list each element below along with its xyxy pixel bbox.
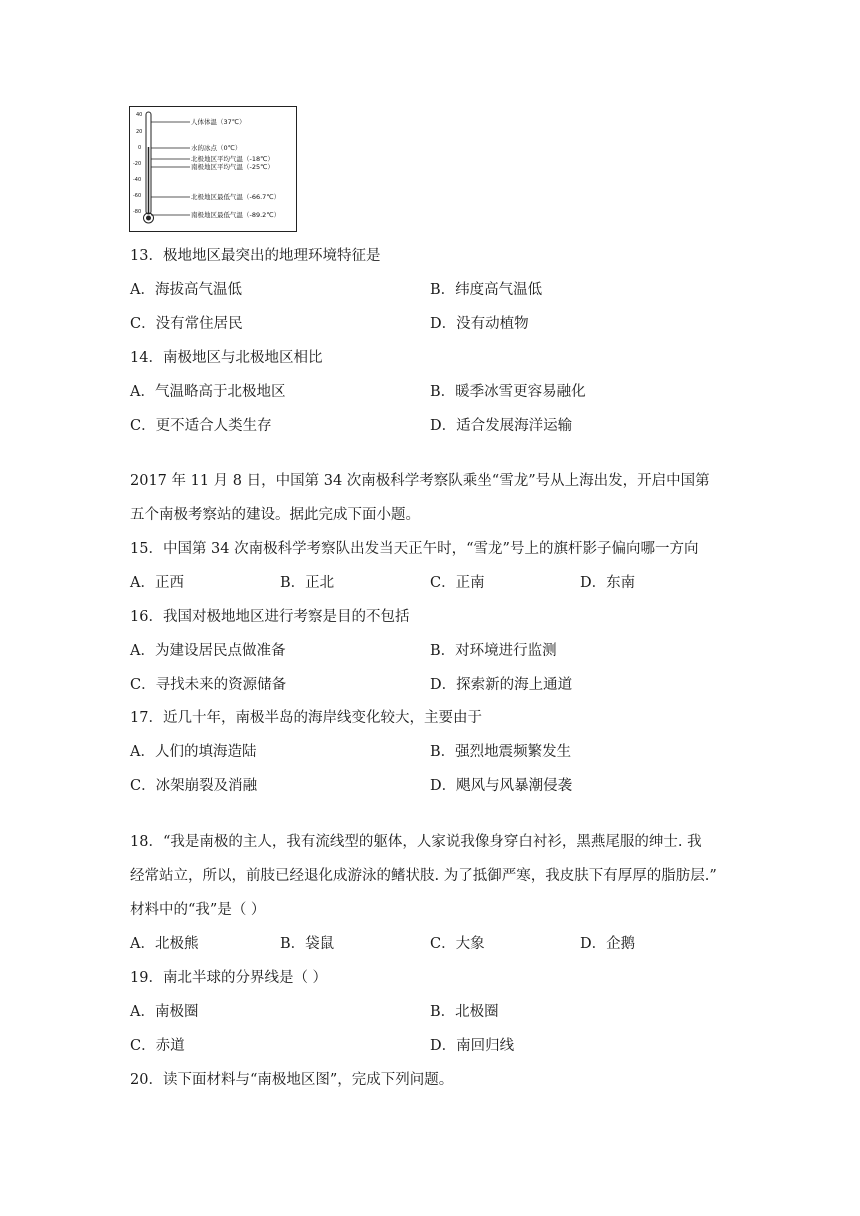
label-antarctic-avg: 南极地区平均气温（-25℃） bbox=[191, 163, 274, 171]
q14-option-d[interactable]: D．适合发展海洋运输 bbox=[430, 418, 573, 434]
q14-option-b[interactable]: B．暖季冰雪更容易融化 bbox=[430, 384, 586, 400]
q13-option-c[interactable]: C．没有常住居民 bbox=[130, 316, 243, 332]
question-20-stem: 20．读下面材料与“南极地区图”，完成下列问题。 bbox=[130, 1072, 454, 1088]
label-arctic-avg: 北极地区平均气温（-18℃） bbox=[191, 155, 274, 163]
tick-label: 0 bbox=[138, 145, 142, 151]
q14-option-a[interactable]: A．气温略高于北极地区 bbox=[130, 384, 286, 400]
question-17-stem: 17．近几十年，南极半岛的海岸线变化较大，主要由于 bbox=[130, 710, 482, 726]
tick-label: 40 bbox=[136, 112, 143, 118]
label-freezing-point: 水的冰点（0℃） bbox=[191, 144, 242, 152]
q16-option-a[interactable]: A．为建设居民点做准备 bbox=[130, 643, 286, 659]
q17-option-b[interactable]: B．强烈地震频繁发生 bbox=[430, 744, 572, 760]
q16-option-c[interactable]: C．寻找未来的资源储备 bbox=[130, 677, 287, 693]
passage-line-1: 2017 年 11 月 8 日，中国第 34 次南极科学考察队乘坐“雪龙”号从上海出发，开启中国第 bbox=[130, 473, 710, 489]
question-13-stem: 13．极地地区最突出的地理环境特征是 bbox=[130, 248, 381, 264]
tick-label: 20 bbox=[136, 129, 143, 135]
tick-label: -80 bbox=[133, 209, 142, 215]
q19-option-a[interactable]: A．南极圈 bbox=[130, 1004, 199, 1020]
q17-option-d[interactable]: D．飓风与风暴潮侵袭 bbox=[430, 778, 573, 794]
q15-option-a[interactable]: A．正西 bbox=[130, 575, 184, 591]
question-16-stem: 16．我国对极地地区进行考察是目的不包括 bbox=[130, 609, 410, 625]
question-18-stem-line-1: 18．“我是南极的主人，我有流线型的躯体，人家说我像身穿白衬衫，黑燕尾服的绅士. 我 bbox=[130, 834, 702, 850]
question-15-stem: 15．中国第 34 次南极科学考察队出发当天正午时，“雪龙”号上的旗杆影子偏向哪一方向 bbox=[130, 541, 699, 557]
q15-option-d[interactable]: D．东南 bbox=[580, 575, 636, 591]
tick-label: -40 bbox=[133, 177, 142, 183]
q18-option-c[interactable]: C．大象 bbox=[430, 936, 485, 952]
label-body-temp: 人体体温（37℃） bbox=[191, 118, 246, 126]
question-18-stem-line-3: 材料中的“我”是（ ） bbox=[130, 902, 266, 918]
question-18-stem-line-2: 经常站立，所以，前肢已经退化成游泳的鳍状肢. 为了抵御严寒，我皮肤下有厚厚的脂肪层.” bbox=[130, 868, 717, 884]
q19-option-c[interactable]: C．赤道 bbox=[130, 1038, 185, 1054]
question-14-stem: 14．南极地区与北极地区相比 bbox=[130, 350, 323, 366]
question-19-stem: 19．南北半球的分界线是（ ） bbox=[130, 970, 328, 986]
q13-option-d[interactable]: D．没有动植物 bbox=[430, 316, 529, 332]
label-antarctic-min: 南极地区最低气温（-89.2℃） bbox=[191, 211, 281, 219]
thermometer-figure bbox=[129, 106, 297, 232]
q13-option-b[interactable]: B．纬度高气温低 bbox=[430, 282, 543, 298]
q19-option-b[interactable]: B．北极圈 bbox=[430, 1004, 499, 1020]
q19-option-d[interactable]: D．南回归线 bbox=[430, 1038, 515, 1054]
q15-option-b[interactable]: B．正北 bbox=[280, 575, 335, 591]
q17-option-c[interactable]: C．冰架崩裂及消融 bbox=[130, 778, 258, 794]
q17-option-a[interactable]: A．人们的填海造陆 bbox=[130, 744, 257, 760]
q16-option-b[interactable]: B．对环境进行监测 bbox=[430, 643, 557, 659]
label-arctic-min: 北极地区最低气温（-66.7℃） bbox=[191, 193, 281, 201]
q16-option-d[interactable]: D．探索新的海上通道 bbox=[430, 677, 573, 693]
q13-option-a[interactable]: A．海拔高气温低 bbox=[130, 282, 242, 298]
passage-line-2: 五个南极考察站的建设。据此完成下面小题。 bbox=[130, 507, 420, 523]
q18-option-d[interactable]: D．企鹅 bbox=[580, 936, 636, 952]
q15-option-c[interactable]: C．正南 bbox=[430, 575, 485, 591]
q18-option-b[interactable]: B．袋鼠 bbox=[280, 936, 335, 952]
q18-option-a[interactable]: A．北极熊 bbox=[130, 936, 199, 952]
tick-label: -60 bbox=[133, 193, 142, 199]
tick-label: -20 bbox=[133, 161, 142, 167]
q14-option-c[interactable]: C．更不适合人类生存 bbox=[130, 418, 272, 434]
